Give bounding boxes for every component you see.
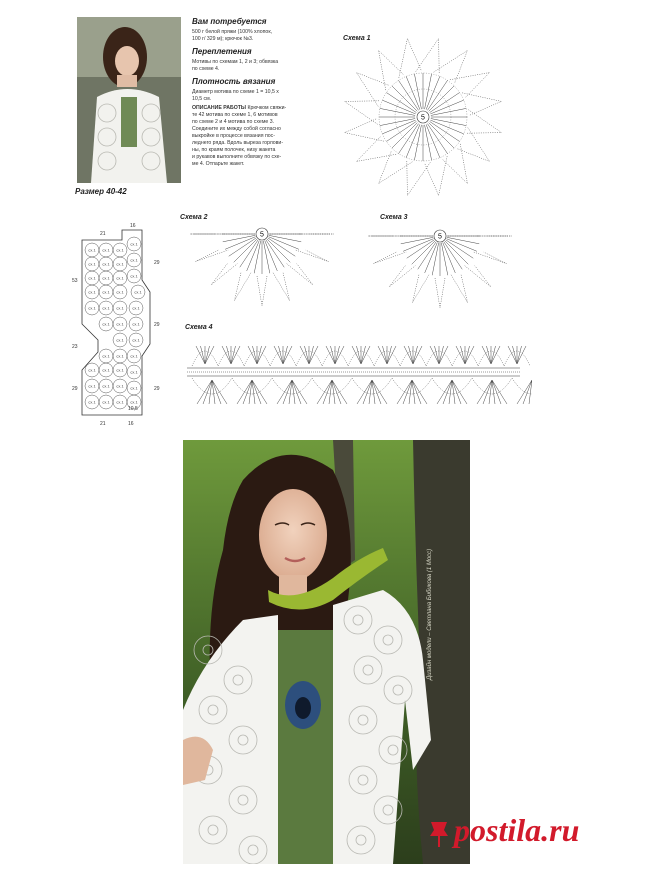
model-photo xyxy=(183,440,470,864)
layout-cell-label: сх.1 xyxy=(134,289,142,295)
layout-cell-label: сх.1 xyxy=(102,247,110,253)
layout-cell-label: сх.1 xyxy=(116,399,124,405)
pin-icon xyxy=(426,818,452,848)
layout-cell-label: сх.1 xyxy=(130,369,138,375)
layout-dim: 23 xyxy=(72,344,78,350)
layout-cell-label: сх.1 xyxy=(116,275,124,281)
schema-3-center-number: 5 xyxy=(438,233,442,241)
layout-cell-label: сх.1 xyxy=(132,321,140,327)
description-line: те 42 мотива по схеме 1, 6 мотивов xyxy=(192,112,278,118)
description-line: ны, по краям полочек, низу жакета xyxy=(192,147,276,153)
layout-cell-label: сх.1 xyxy=(88,247,96,253)
layout-dim: 21 xyxy=(100,421,106,427)
layout-cell-label: сх.1 xyxy=(102,321,110,327)
layout-cell-label: сх.1 xyxy=(116,261,124,267)
description-line: и рукавов выполните обвязку по схе- xyxy=(192,154,282,160)
thumbnail-image xyxy=(77,17,181,183)
photo-credit: Дизайн модели – Светлана Бибикова (1 Мосс) xyxy=(427,548,433,680)
schema-4-diagram xyxy=(182,334,532,424)
layout-cell-label: сх.1 xyxy=(88,305,96,311)
materials-line: 500 г белой пряжи (100% хлопок, xyxy=(192,29,273,35)
schema-3-label: Схема 3 xyxy=(380,214,408,221)
layout-cell-label: сх.1 xyxy=(116,305,124,311)
layout-cell-label: сх.1 xyxy=(102,289,110,295)
layout-cell-label: сх.1 xyxy=(130,257,138,263)
layout-cell-label: сх.1 xyxy=(130,353,138,359)
layout-cell-label: сх.1 xyxy=(116,321,124,327)
size-caption: Размер 40-42 xyxy=(75,187,127,196)
description-heading: ОПИСАНИЕ РАБОТЫ xyxy=(192,105,246,111)
description-first: Крючком свяжи- xyxy=(247,105,287,111)
layout-cell-label: сх.1 xyxy=(116,289,124,295)
layout-diagram xyxy=(70,220,170,435)
layout-dim: 29 xyxy=(72,386,78,392)
layout-cell-label: сх.1 xyxy=(88,383,96,389)
layout-cell-label: сх.1 xyxy=(102,305,110,311)
layout-cell-label: сх.1 xyxy=(116,337,124,343)
patterns-heading: Переплетения xyxy=(192,47,252,56)
layout-dim: 29 xyxy=(154,260,160,266)
description-line: ме 4. Отпарьте жакет. xyxy=(192,161,245,167)
schema-1-label: Схема 1 xyxy=(343,35,371,42)
watermark-text: postila.ru xyxy=(454,812,580,848)
layout-cell-label: сх.1 xyxy=(130,385,138,391)
description-line: выкройке в процессе вязания пос- xyxy=(192,133,275,139)
schema-3-diagram xyxy=(358,222,528,312)
layout-cell-label: сх.1 xyxy=(132,305,140,311)
layout-cell-label: сх.1 xyxy=(102,275,110,281)
gauge-line: Диаметр мотива по схеме 1 = 10,5 х xyxy=(192,89,279,95)
layout-dim: 16 xyxy=(130,223,136,229)
layout-cell-label: сх.1 xyxy=(88,399,96,405)
layout-cell-label: сх.1 xyxy=(102,353,110,359)
layout-cell-label: сх.1 xyxy=(130,241,138,247)
layout-cell-label: сх.1 xyxy=(88,261,96,267)
materials-line: 100 г/ 329 м); крючок №3. xyxy=(192,36,254,42)
gauge-heading: Плотность вязания xyxy=(192,77,276,86)
schema-4-label: Схема 4 xyxy=(185,324,213,331)
description-line: леднего ряда. Вдоль выреза горлови- xyxy=(192,140,284,146)
layout-cell-label: сх.1 xyxy=(130,399,138,405)
layout-cell-label: сх.1 xyxy=(102,367,110,373)
layout-cell-label: сх.1 xyxy=(102,261,110,267)
thumbnail-photo xyxy=(77,17,181,183)
description-line: Соедините их между собой согласно xyxy=(192,126,281,132)
layout-dim: 53 xyxy=(72,278,78,284)
materials-heading: Вам потребуется xyxy=(192,17,267,26)
patterns-line: Мотивы по схемам 1, 2 и 3; обвязка xyxy=(192,59,279,65)
layout-cell-label: сх.1 xyxy=(88,275,96,281)
layout-cell-label: сх.1 xyxy=(130,273,138,279)
layout-dim: 29 xyxy=(154,322,160,328)
schema-2-center-number: 5 xyxy=(260,231,264,239)
description-line: по схеме 2 и 4 мотива по схеме 3. xyxy=(192,119,275,125)
layout-cell-label: сх.1 xyxy=(116,353,124,359)
layout-dim: 21 xyxy=(100,231,106,237)
layout-cell-label: сх.1 xyxy=(88,367,96,373)
description-line xyxy=(192,105,332,112)
layout-dim: 29 xyxy=(154,386,160,392)
layout-cell-label: сх.1 xyxy=(102,399,110,405)
gauge-line: 10,5 см. xyxy=(192,96,212,102)
layout-cell-label: сх.1 xyxy=(88,289,96,295)
layout-dim: 16 xyxy=(128,421,134,427)
schema-1-diagram xyxy=(333,30,513,210)
layout-dim: 10,5 xyxy=(128,406,138,412)
patterns-line: по схеме 4. xyxy=(192,66,220,72)
instructions-block xyxy=(192,17,332,168)
layout-cell-label: сх.1 xyxy=(116,383,124,389)
schema-2-diagram xyxy=(180,222,340,312)
layout-cell-label: сх.1 xyxy=(132,337,140,343)
layout-cell-label: сх.1 xyxy=(116,247,124,253)
schema-1-center-number: 5 xyxy=(421,114,425,122)
layout-cell-label: сх.1 xyxy=(102,383,110,389)
schema-2-label: Схема 2 xyxy=(180,214,208,221)
layout-cell-label: сх.1 xyxy=(116,367,124,373)
